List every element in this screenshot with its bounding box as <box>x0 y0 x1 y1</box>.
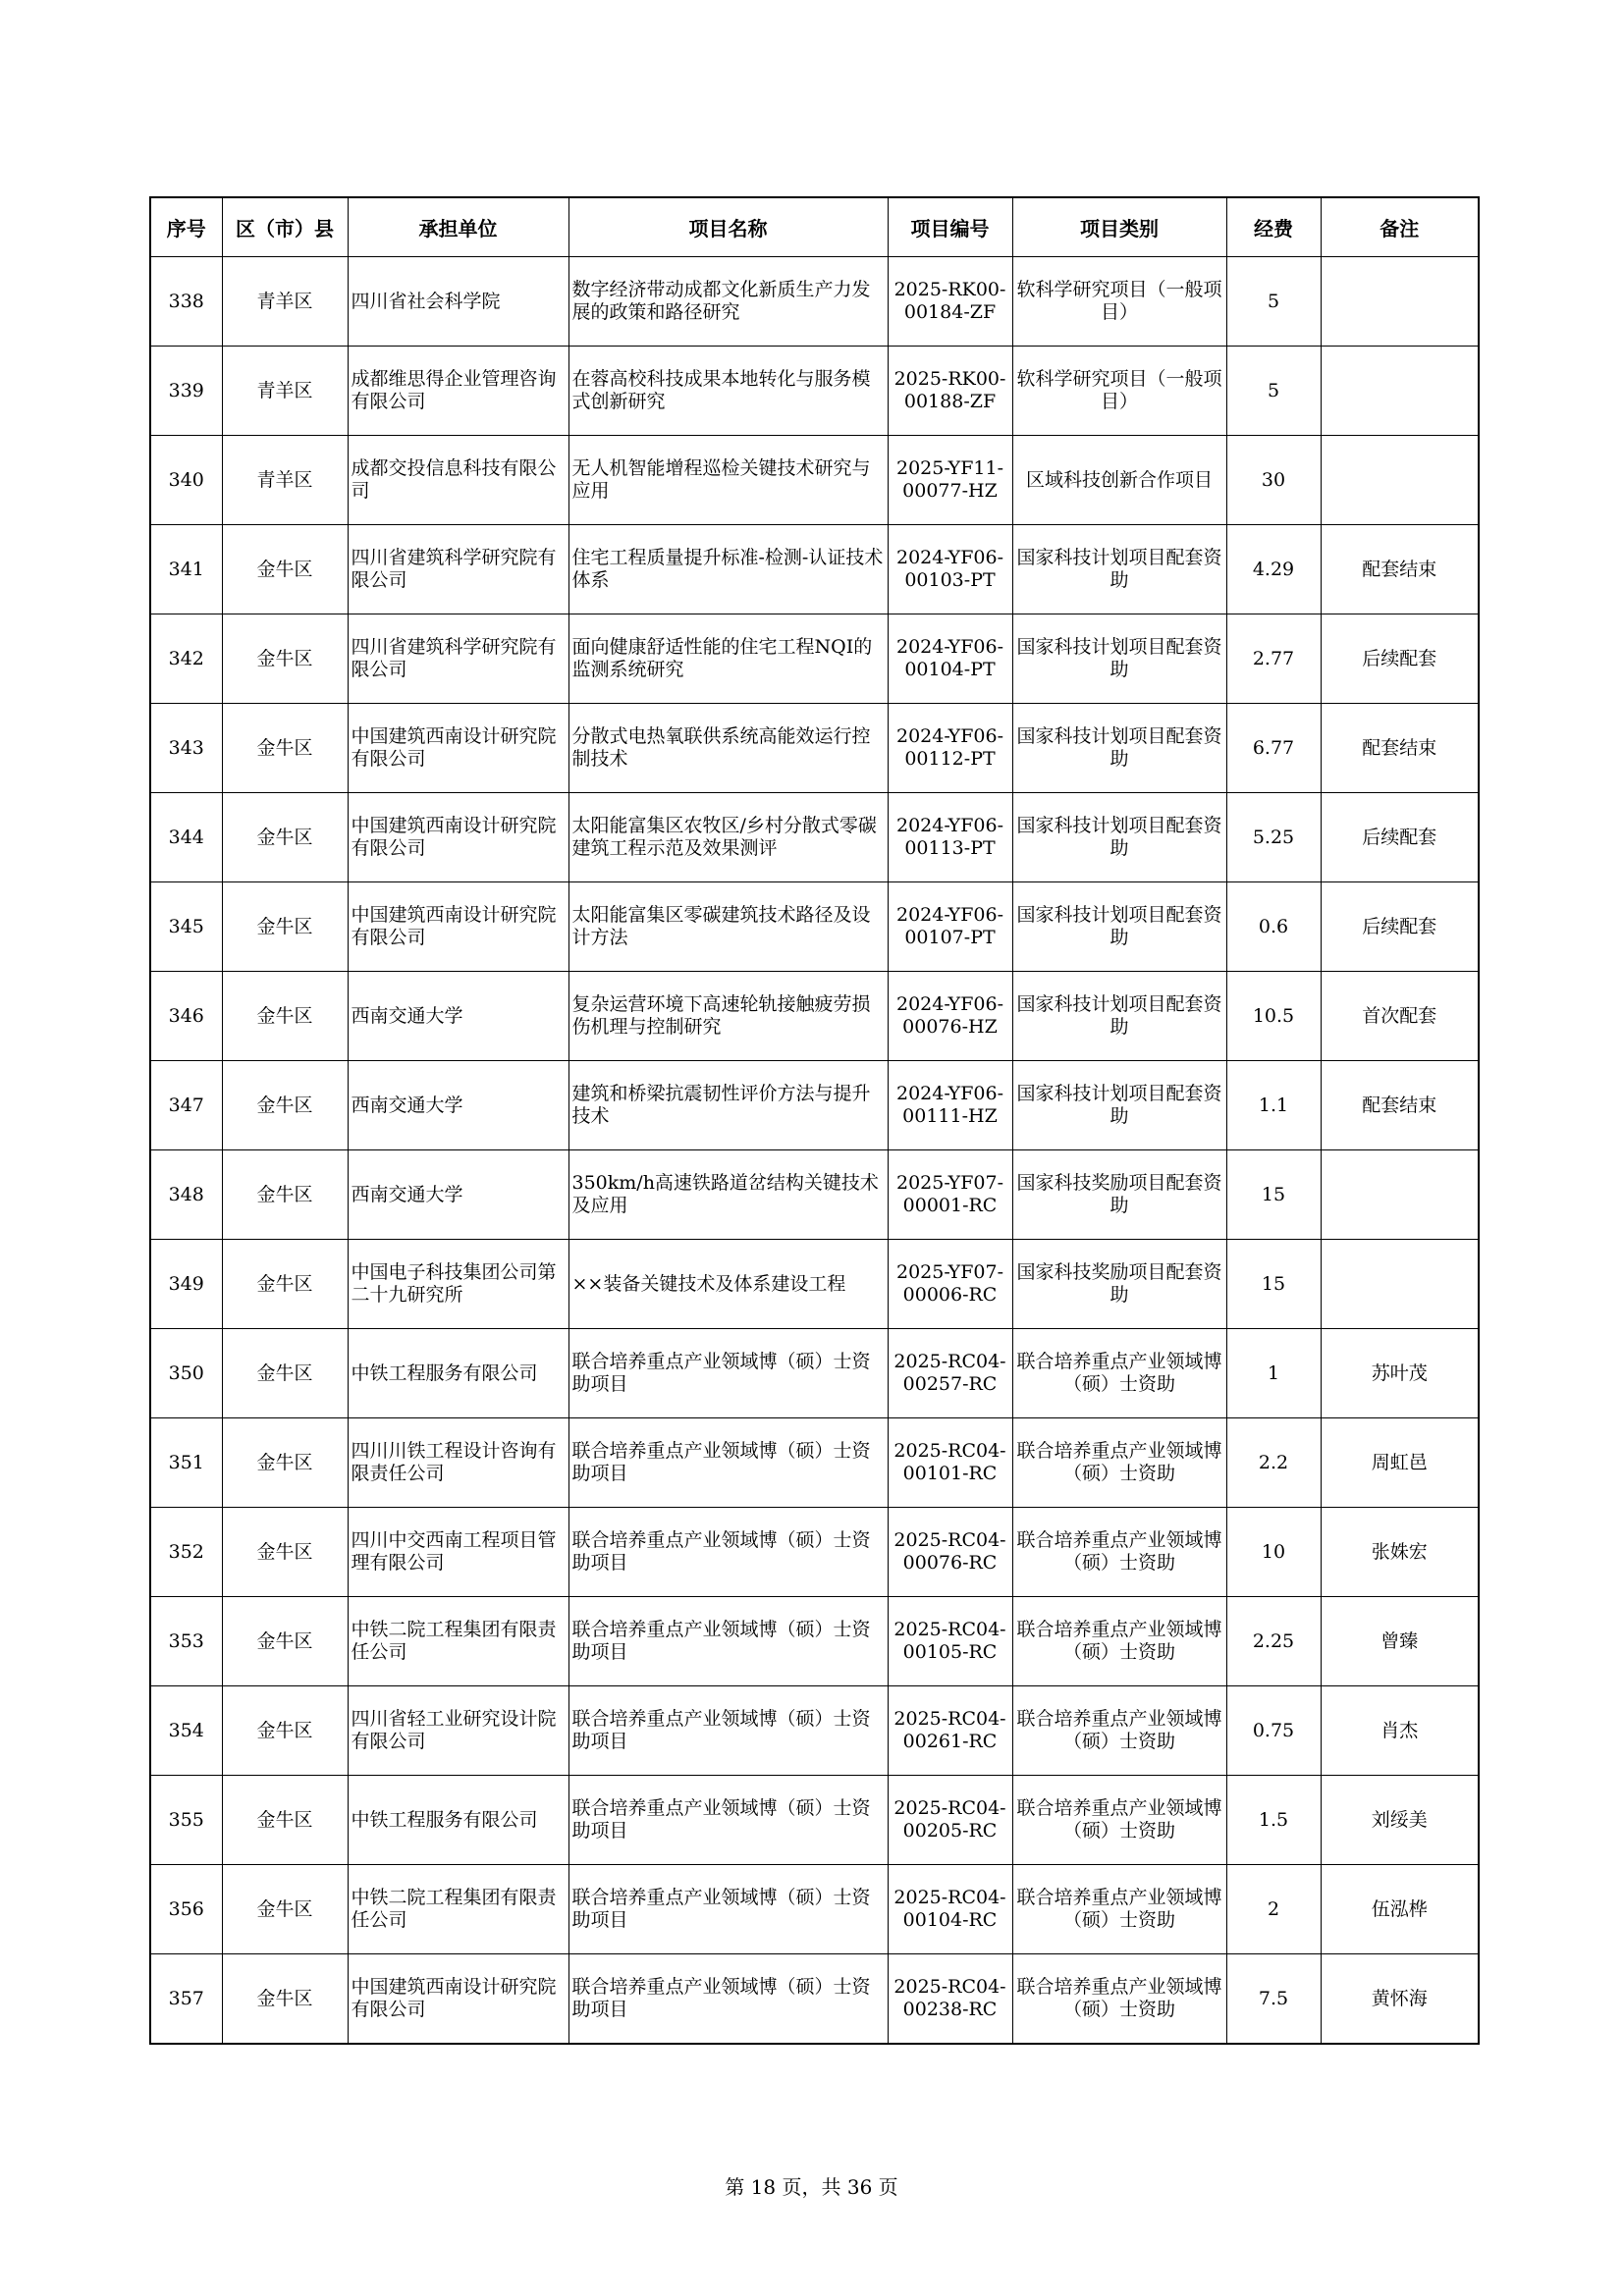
cell-district: 金牛区 <box>222 614 348 704</box>
cell-category: 区域科技创新合作项目 <box>1012 436 1226 525</box>
cell-no: 355 <box>150 1776 222 1865</box>
cell-project-code: 2024-YF06-00104-PT <box>888 614 1012 704</box>
cell-funding: 2.2 <box>1226 1418 1321 1508</box>
cell-project-name: 面向健康舒适性能的住宅工程NQI的监测系统研究 <box>568 614 888 704</box>
cell-unit: 中国建筑西南设计研究院有限公司 <box>348 882 568 972</box>
cell-project-code: 2024-YF06-00103-PT <box>888 525 1012 614</box>
cell-funding: 1.1 <box>1226 1061 1321 1150</box>
cell-project-code: 2025-YF07-00006-RC <box>888 1240 1012 1329</box>
cell-remark: 后续配套 <box>1321 793 1479 882</box>
cell-remark: 伍泓桦 <box>1321 1865 1479 1954</box>
cell-project-code: 2025-RK00-00188-ZF <box>888 347 1012 436</box>
project-table <box>149 196 1480 2045</box>
cell-district: 金牛区 <box>222 1150 348 1240</box>
cell-district: 金牛区 <box>222 1686 348 1776</box>
table-row <box>150 525 1479 614</box>
cell-funding: 30 <box>1226 436 1321 525</box>
cell-category: 国家科技计划项目配套资助 <box>1012 614 1226 704</box>
cell-funding: 5 <box>1226 257 1321 347</box>
header-project-code: 项目编号 <box>888 197 1012 257</box>
cell-district: 金牛区 <box>222 1776 348 1865</box>
cell-project-code: 2025-RC04-00076-RC <box>888 1508 1012 1597</box>
cell-no: 357 <box>150 1954 222 2045</box>
header-no: 序号 <box>150 197 222 257</box>
cell-remark <box>1321 347 1479 436</box>
header-unit: 承担单位 <box>348 197 568 257</box>
cell-category: 联合培养重点产业领域博（硕）士资助 <box>1012 1508 1226 1597</box>
table-row <box>150 436 1479 525</box>
table-row <box>150 704 1479 793</box>
table-row <box>150 1150 1479 1240</box>
cell-unit: 西南交通大学 <box>348 972 568 1061</box>
table-row <box>150 1954 1479 2045</box>
cell-project-code: 2024-YF06-00112-PT <box>888 704 1012 793</box>
table-row <box>150 257 1479 347</box>
cell-category: 国家科技计划项目配套资助 <box>1012 793 1226 882</box>
cell-district: 金牛区 <box>222 1061 348 1150</box>
cell-project-name: 联合培养重点产业领域博（硕）士资助项目 <box>568 1329 888 1418</box>
cell-project-name: 联合培养重点产业领域博（硕）士资助项目 <box>568 1776 888 1865</box>
cell-unit: 中国建筑西南设计研究院有限公司 <box>348 704 568 793</box>
table-row <box>150 1418 1479 1508</box>
cell-remark: 周虹邑 <box>1321 1418 1479 1508</box>
cell-remark: 曾臻 <box>1321 1597 1479 1686</box>
cell-project-name: 联合培养重点产业领域博（硕）士资助项目 <box>568 1954 888 2045</box>
cell-category: 软科学研究项目（一般项目） <box>1012 347 1226 436</box>
cell-no: 341 <box>150 525 222 614</box>
cell-category: 联合培养重点产业领域博（硕）士资助 <box>1012 1776 1226 1865</box>
cell-project-name: 复杂运营环境下高速轮轨接触疲劳损伤机理与控制研究 <box>568 972 888 1061</box>
cell-no: 346 <box>150 972 222 1061</box>
table-row <box>150 882 1479 972</box>
cell-district: 金牛区 <box>222 1240 348 1329</box>
cell-project-code: 2024-YF06-00113-PT <box>888 793 1012 882</box>
cell-remark <box>1321 1150 1479 1240</box>
cell-project-code: 2025-RC04-00104-RC <box>888 1865 1012 1954</box>
cell-project-name: 联合培养重点产业领域博（硕）士资助项目 <box>568 1865 888 1954</box>
cell-district: 金牛区 <box>222 1508 348 1597</box>
cell-project-code: 2024-YF06-00107-PT <box>888 882 1012 972</box>
cell-project-code: 2025-RC04-00257-RC <box>888 1329 1012 1418</box>
cell-unit: 西南交通大学 <box>348 1150 568 1240</box>
cell-district: 金牛区 <box>222 1954 348 2045</box>
table-row <box>150 1240 1479 1329</box>
cell-funding: 5 <box>1226 347 1321 436</box>
cell-project-code: 2024-YF06-00076-HZ <box>888 972 1012 1061</box>
table-row <box>150 614 1479 704</box>
cell-no: 347 <box>150 1061 222 1150</box>
cell-funding: 10.5 <box>1226 972 1321 1061</box>
cell-funding: 2.77 <box>1226 614 1321 704</box>
cell-project-name: 350km/h高速铁路道岔结构关键技术及应用 <box>568 1150 888 1240</box>
cell-district: 金牛区 <box>222 1597 348 1686</box>
cell-no: 350 <box>150 1329 222 1418</box>
cell-category: 联合培养重点产业领域博（硕）士资助 <box>1012 1329 1226 1418</box>
cell-project-name: 太阳能富集区农牧区/乡村分散式零碳建筑工程示范及效果测评 <box>568 793 888 882</box>
cell-unit: 中铁二院工程集团有限责任公司 <box>348 1597 568 1686</box>
cell-project-name: 联合培养重点产业领域博（硕）士资助项目 <box>568 1686 888 1776</box>
cell-no: 338 <box>150 257 222 347</box>
cell-project-code: 2024-YF06-00111-HZ <box>888 1061 1012 1150</box>
cell-district: 金牛区 <box>222 1418 348 1508</box>
cell-unit: 四川省社会科学院 <box>348 257 568 347</box>
cell-project-code: 2025-RK00-00184-ZF <box>888 257 1012 347</box>
page-footer: 第 18 页，共 36 页 <box>725 2175 898 2199</box>
header-row <box>150 197 1479 257</box>
cell-category: 国家科技计划项目配套资助 <box>1012 704 1226 793</box>
cell-project-code: 2025-RC04-00238-RC <box>888 1954 1012 2045</box>
cell-no: 344 <box>150 793 222 882</box>
cell-category: 软科学研究项目（一般项目） <box>1012 257 1226 347</box>
cell-category: 联合培养重点产业领域博（硕）士资助 <box>1012 1686 1226 1776</box>
cell-remark: 配套结束 <box>1321 525 1479 614</box>
cell-project-name: 在蓉高校科技成果本地转化与服务模式创新研究 <box>568 347 888 436</box>
table-row <box>150 1329 1479 1418</box>
cell-unit: 四川中交西南工程项目管理有限公司 <box>348 1508 568 1597</box>
cell-category: 联合培养重点产业领域博（硕）士资助 <box>1012 1597 1226 1686</box>
cell-no: 356 <box>150 1865 222 1954</box>
cell-funding: 10 <box>1226 1508 1321 1597</box>
cell-category: 联合培养重点产业领域博（硕）士资助 <box>1012 1954 1226 2045</box>
cell-project-code: 2025-RC04-00101-RC <box>888 1418 1012 1508</box>
cell-category: 国家科技奖励项目配套资助 <box>1012 1150 1226 1240</box>
cell-unit: 成都交投信息科技有限公司 <box>348 436 568 525</box>
cell-category: 国家科技计划项目配套资助 <box>1012 972 1226 1061</box>
cell-district: 金牛区 <box>222 525 348 614</box>
cell-remark: 张姝宏 <box>1321 1508 1479 1597</box>
cell-district: 青羊区 <box>222 436 348 525</box>
cell-project-code: 2025-RC04-00105-RC <box>888 1597 1012 1686</box>
cell-unit: 四川川铁工程设计咨询有限责任公司 <box>348 1418 568 1508</box>
cell-funding: 0.6 <box>1226 882 1321 972</box>
table-row <box>150 1508 1479 1597</box>
cell-funding: 5.25 <box>1226 793 1321 882</box>
cell-remark: 后续配套 <box>1321 882 1479 972</box>
header-category: 项目类别 <box>1012 197 1226 257</box>
cell-remark: 首次配套 <box>1321 972 1479 1061</box>
cell-no: 340 <box>150 436 222 525</box>
cell-no: 352 <box>150 1508 222 1597</box>
cell-district: 金牛区 <box>222 1329 348 1418</box>
cell-remark <box>1321 436 1479 525</box>
header-district: 区（市）县 <box>222 197 348 257</box>
cell-no: 339 <box>150 347 222 436</box>
cell-unit: 中铁二院工程集团有限责任公司 <box>348 1865 568 1954</box>
cell-funding: 4.29 <box>1226 525 1321 614</box>
cell-project-name: 无人机智能增程巡检关键技术研究与应用 <box>568 436 888 525</box>
cell-project-code: 2025-RC04-00205-RC <box>888 1776 1012 1865</box>
cell-remark: 配套结束 <box>1321 1061 1479 1150</box>
table-row <box>150 347 1479 436</box>
cell-category: 国家科技计划项目配套资助 <box>1012 525 1226 614</box>
cell-no: 342 <box>150 614 222 704</box>
cell-category: 联合培养重点产业领域博（硕）士资助 <box>1012 1865 1226 1954</box>
cell-funding: 1.5 <box>1226 1776 1321 1865</box>
cell-remark: 配套结束 <box>1321 704 1479 793</box>
cell-project-name: ××装备关键技术及体系建设工程 <box>568 1240 888 1329</box>
cell-category: 联合培养重点产业领域博（硕）士资助 <box>1012 1418 1226 1508</box>
cell-district: 金牛区 <box>222 793 348 882</box>
cell-project-code: 2025-YF11-00077-HZ <box>888 436 1012 525</box>
cell-unit: 四川省建筑科学研究院有限公司 <box>348 525 568 614</box>
cell-project-name: 联合培养重点产业领域博（硕）士资助项目 <box>568 1508 888 1597</box>
cell-project-name: 建筑和桥梁抗震韧性评价方法与提升技术 <box>568 1061 888 1150</box>
cell-category: 国家科技计划项目配套资助 <box>1012 1061 1226 1150</box>
cell-no: 351 <box>150 1418 222 1508</box>
cell-remark: 黄怀海 <box>1321 1954 1479 2045</box>
cell-no: 343 <box>150 704 222 793</box>
cell-funding: 2.25 <box>1226 1597 1321 1686</box>
cell-no: 348 <box>150 1150 222 1240</box>
cell-unit: 中国建筑西南设计研究院有限公司 <box>348 1954 568 2045</box>
cell-district: 金牛区 <box>222 1865 348 1954</box>
table-row <box>150 1865 1479 1954</box>
cell-remark: 肖杰 <box>1321 1686 1479 1776</box>
cell-remark: 刘绥美 <box>1321 1776 1479 1865</box>
cell-funding: 2 <box>1226 1865 1321 1954</box>
cell-unit: 成都维思得企业管理咨询有限公司 <box>348 347 568 436</box>
cell-no: 349 <box>150 1240 222 1329</box>
cell-project-name: 住宅工程质量提升标准-检测-认证技术体系 <box>568 525 888 614</box>
cell-remark <box>1321 257 1479 347</box>
header-project-name: 项目名称 <box>568 197 888 257</box>
cell-district: 金牛区 <box>222 882 348 972</box>
cell-category: 国家科技计划项目配套资助 <box>1012 882 1226 972</box>
cell-unit: 四川省轻工业研究设计院有限公司 <box>348 1686 568 1776</box>
cell-unit: 中国建筑西南设计研究院有限公司 <box>348 793 568 882</box>
cell-project-name: 联合培养重点产业领域博（硕）士资助项目 <box>568 1418 888 1508</box>
cell-project-name: 联合培养重点产业领域博（硕）士资助项目 <box>568 1597 888 1686</box>
cell-unit: 中铁工程服务有限公司 <box>348 1329 568 1418</box>
cell-project-code: 2025-RC04-00261-RC <box>888 1686 1012 1776</box>
cell-remark: 苏叶茂 <box>1321 1329 1479 1418</box>
cell-no: 345 <box>150 882 222 972</box>
cell-project-name: 太阳能富集区零碳建筑技术路径及设计方法 <box>568 882 888 972</box>
cell-funding: 1 <box>1226 1329 1321 1418</box>
cell-no: 354 <box>150 1686 222 1776</box>
cell-district: 青羊区 <box>222 347 348 436</box>
table-row <box>150 793 1479 882</box>
cell-remark <box>1321 1240 1479 1329</box>
cell-funding: 7.5 <box>1226 1954 1321 2045</box>
cell-unit: 中国电子科技集团公司第二十九研究所 <box>348 1240 568 1329</box>
cell-funding: 15 <box>1226 1240 1321 1329</box>
cell-funding: 6.77 <box>1226 704 1321 793</box>
cell-district: 青羊区 <box>222 257 348 347</box>
cell-project-name: 分散式电热氧联供系统高能效运行控制技术 <box>568 704 888 793</box>
table-row <box>150 1776 1479 1865</box>
cell-unit: 西南交通大学 <box>348 1061 568 1150</box>
cell-unit: 四川省建筑科学研究院有限公司 <box>348 614 568 704</box>
cell-remark: 后续配套 <box>1321 614 1479 704</box>
table-row <box>150 972 1479 1061</box>
header-funding: 经费 <box>1226 197 1321 257</box>
table-row <box>150 1061 1479 1150</box>
cell-project-name: 数字经济带动成都文化新质生产力发展的政策和路径研究 <box>568 257 888 347</box>
cell-district: 金牛区 <box>222 704 348 793</box>
cell-unit: 中铁工程服务有限公司 <box>348 1776 568 1865</box>
cell-category: 国家科技奖励项目配套资助 <box>1012 1240 1226 1329</box>
header-remark: 备注 <box>1321 197 1479 257</box>
table-row <box>150 1597 1479 1686</box>
cell-funding: 15 <box>1226 1150 1321 1240</box>
table-row <box>150 1686 1479 1776</box>
cell-district: 金牛区 <box>222 972 348 1061</box>
cell-no: 353 <box>150 1597 222 1686</box>
table-body <box>150 257 1479 2045</box>
cell-funding: 0.75 <box>1226 1686 1321 1776</box>
cell-project-code: 2025-YF07-00001-RC <box>888 1150 1012 1240</box>
